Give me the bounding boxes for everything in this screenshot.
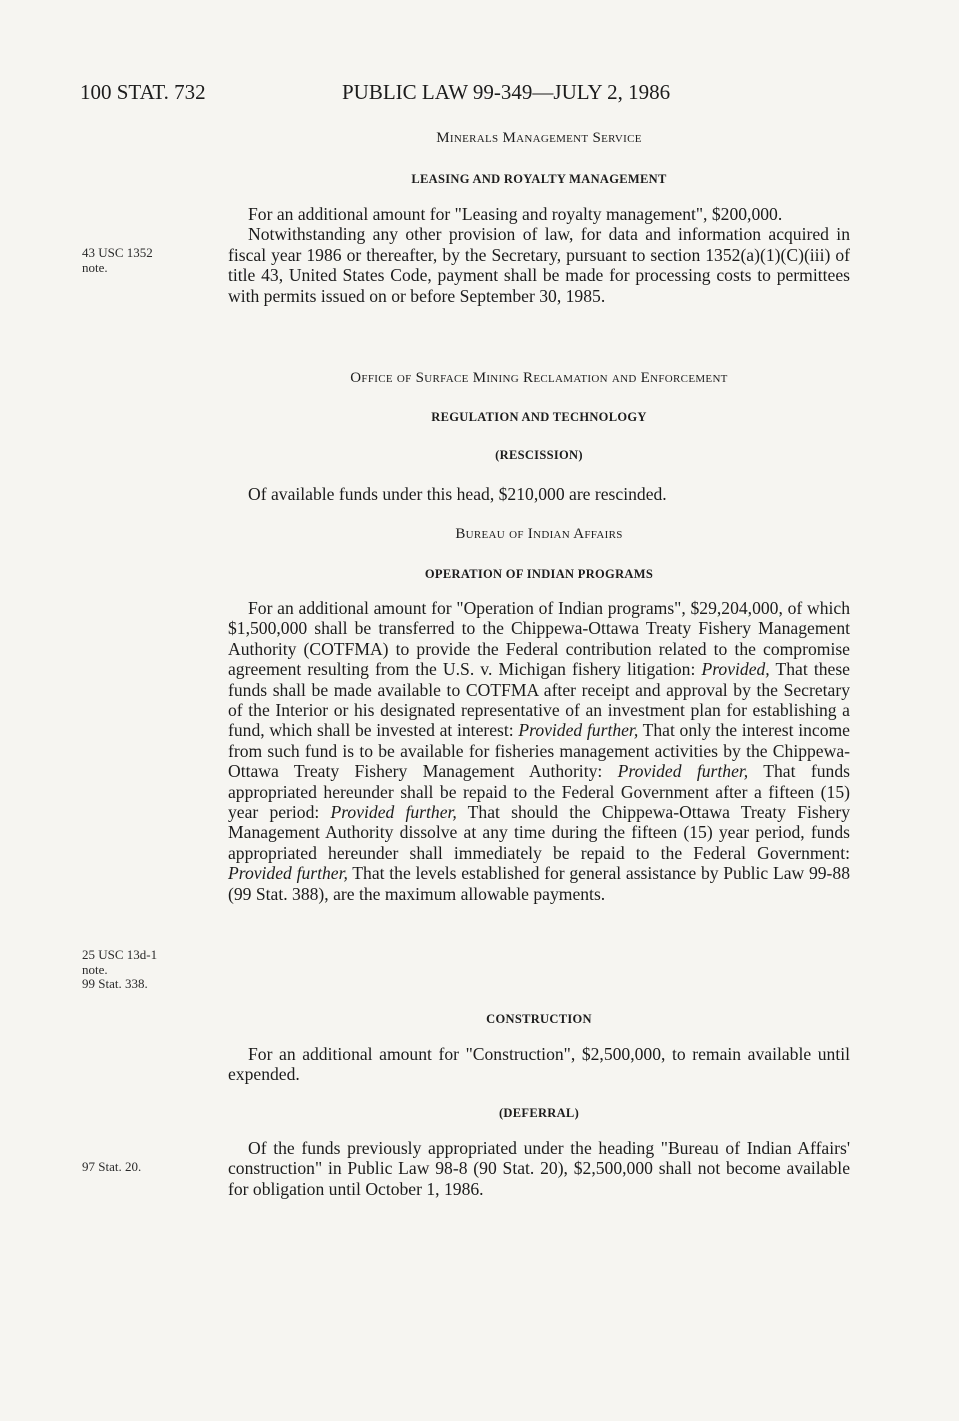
bia-body [228,598,850,904]
agency-heading-osm: Office of Surface Mining Reclamation and Enforcement [350,370,728,386]
proviso-3: Provided further, [617,761,749,782]
mms-paragraph-1: For an additional amount for "Leasing and royalty management", $200,000. [248,204,783,224]
mms-body [228,204,850,306]
rescission-label: (RESCISSION) [495,448,583,462]
law-title: PUBLIC LAW 99-349—JULY 2, 1986 [342,80,671,104]
subheading-operation: OPERATION OF INDIAN PROGRAMS [424,567,654,581]
proviso-4: Provided further, [330,802,457,823]
proviso-2: Provided further, [518,720,639,741]
proviso-5: Provided further, [228,863,348,884]
osm-body [228,484,850,504]
subheading-leasing: LEASING AND ROYALTY MANAGEMENT [411,172,667,186]
subheading-regulation: REGULATION AND TECHNOLOGY [431,410,647,424]
mms-paragraph-2: Notwithstanding any other provision of law, for data and information acquired in fiscal year 1986 or thereafter, by the Secretary, pursuant to section 1352(a)(1)(C)(iii) of title 43, United States Code, payment shall be made for processing costs to permittees with permits issued on or before September 30, 1985. [228,224,850,306]
osm-paragraph: Of available funds under this head, $210,000 are rescinded. [248,484,667,504]
deferral-body [228,1138,850,1199]
bia-paragraph: For an additional amount for "Operation of Indian programs", $29,204,000, of which $1,500,000 shall be transferred to the Chippewa-Ottawa Treaty Fishery Management Authority (COTFMA) to provide the Federal contribution related to the compromise agreement resulting from the U.S. v. Michigan fishery litigation: Provided, That these funds shall be made available to COTFMA after receipt and approval by the Secretary of the Interior or his designated representative of an investment plan for establishing a fund, which shall be invested at interest: Provided further, That only the interest income from such fund is to be available for fisheries management activities by the Chippewa-Ottawa Treaty Fishery Management Authority: Provided further, That funds appropriated hereunder shall be repaid to the Federal Government after a fifteen (15) year period: Provided further, That should the Chippewa-Ottawa Treaty Fishery Management Authority dissolve at any time during the fifteen (15) year period, funds appropriated hereunder shall immediately be repaid to the Federal Government: Provided further, That the levels established for general assistance by Public Law 99-88 (99 Stat. 388), are the maximum allowable payments. [228,598,850,904]
margin-note-43-usc: 43 USC 1352 note. [82,245,153,275]
page-number: 100 STAT. 732 [80,80,206,104]
construction-body [228,1044,850,1085]
agency-heading-bia: Bureau of Indian Affairs [455,526,623,542]
margin-note-97-stat: 97 Stat. 20. [82,1159,142,1174]
deferral-label: (DEFERRAL) [498,1106,580,1120]
construction-paragraph: For an additional amount for "Construction", $2,500,000, to remain available until expended. [228,1044,850,1085]
running-head [80,80,880,110]
subheading-construction: CONSTRUCTION [486,1012,592,1026]
agency-heading-mms: Minerals Management Service [436,130,642,146]
deferral-paragraph: Of the funds previously appropriated under the heading "Bureau of Indian Affairs' construction" in Public Law 98-8 (90 Stat. 20), $2,500,000 shall not become available for obligation until October 1, 1986. [228,1138,850,1199]
margin-note-25-usc: 25 USC 13d-1 note. 99 Stat. 338. [82,947,158,991]
proviso-1: Provided, [701,659,770,680]
